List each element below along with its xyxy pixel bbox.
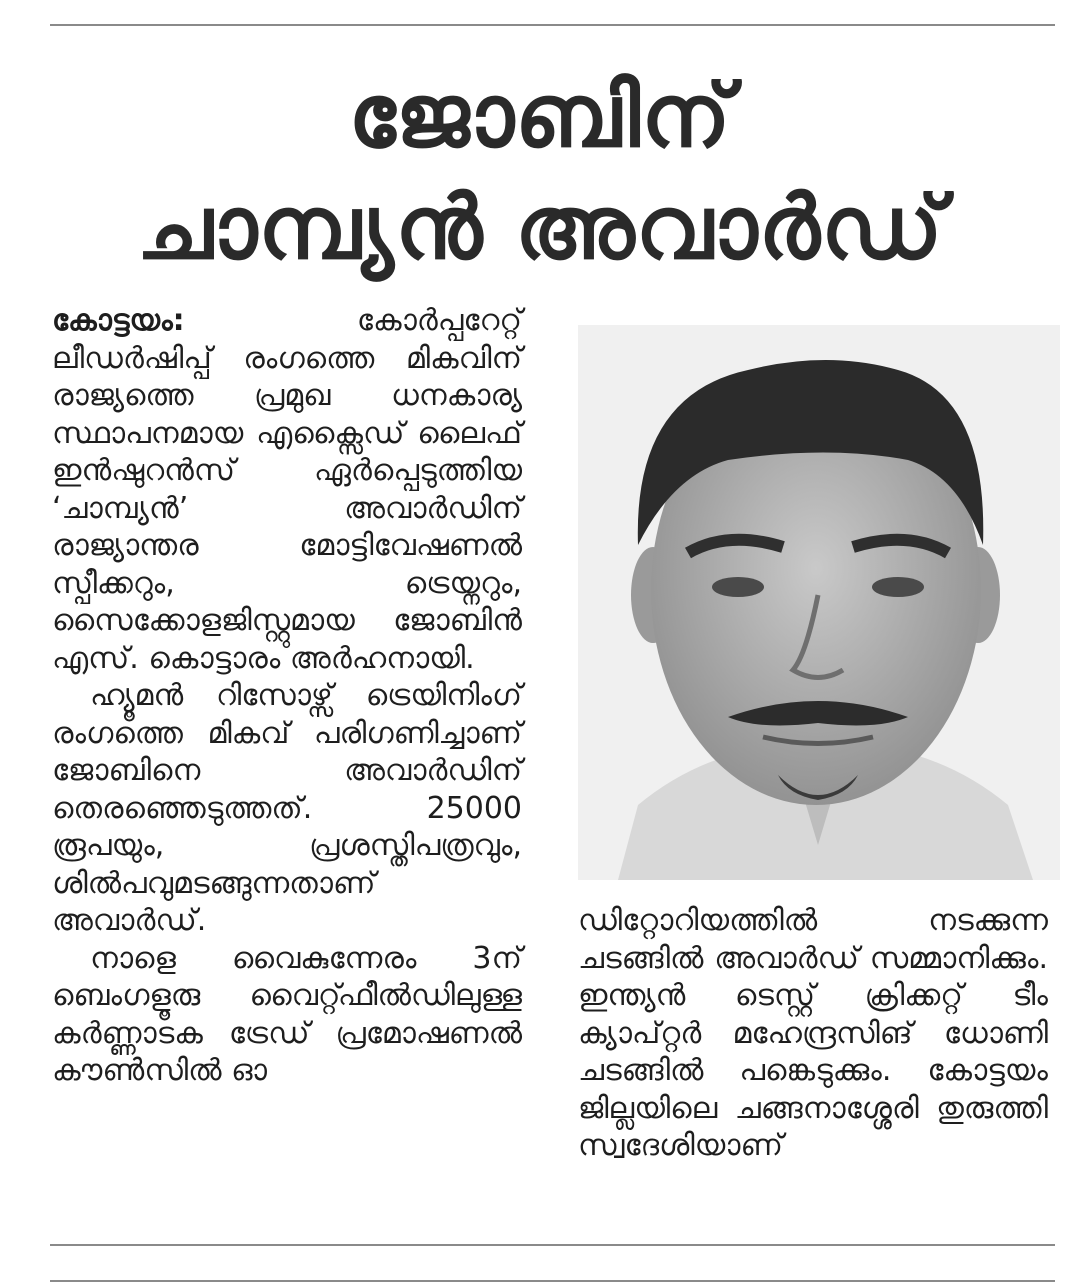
article-column-left bbox=[52, 302, 522, 1090]
portrait-illustration bbox=[578, 325, 1060, 880]
paragraph-1-text: കോർപ്പറേറ്റ് ലീഡർഷിപ്പ് രംഗത്തെ മികവിന് രാജ്യത്തെ പ്രമുഖ ധനകാര്യ സ്ഥാപനമായ എക്സൈഡ് ലൈഫ് ഇൻഷുറൻസ് ഏർപ്പെടുത്തിയ ‘ചാമ്പ്യൻ’ അവാർഡിന് രാജ്യാന്തര മോട്ടിവേഷണൽ സ്പീക്കറും, ട്രെയ്നറും, സൈക്കോളജിസ്റ്റുമായ ജോബിൻ എസ്. കൊട്ടാരം അർഹനായി. bbox=[52, 303, 522, 676]
article-paragraph-1 bbox=[52, 302, 522, 677]
headline bbox=[60, 60, 1020, 284]
top-rule bbox=[50, 24, 1055, 26]
bottom-rule bbox=[50, 1244, 1055, 1246]
article-column-right bbox=[578, 902, 1048, 1165]
article-paragraph-2: ഹ്യൂമൻ റിസോഴ്സ് ട്രെയിനിംഗ് രംഗത്തെ മികവ് പരിഗണിച്ചാണ് ജോബിനെ അവാർഡിന് തെരഞ്ഞെടുത്തത്. 25000 രൂപയും, പ്രശസ്തിപത്രവും, ശിൽപവുമടങ്ങുന്നതാണ് അവാർഡ്. bbox=[52, 678, 522, 938]
article-paragraph-3-continued: ഡിറ്റോറിയത്തിൽ നടക്കുന്ന ചടങ്ങിൽ അവാർഡ് സമ്മാനിക്കും. ഇന്ത്യൻ ടെസ്റ്റ് ക്രിക്കറ്റ് ടീം ക്യാപ്റ്റർ മഹേന്ദ്രസിങ് ധോണി ചടങ്ങിൽ പങ്കെടുക്കും. കോട്ടയം ജില്ലയിലെ ചങ്ങനാശ്ശേരി തുരുത്തി സ്വദേശിയാണ് bbox=[578, 903, 1048, 1163]
page-edge-rule bbox=[50, 1280, 1055, 1282]
portrait-photo bbox=[578, 325, 1060, 880]
article-paragraph-3: നാളെ വൈകുന്നേരം 3ന് ബെംഗളൂരു വൈറ്റ്ഫീൽഡിലുള്ള കർണ്ണാടക ട്രേഡ് പ്രമോഷണൽ കൗൺസിൽ ഓ bbox=[52, 940, 522, 1088]
dateline: കോട്ടയം: bbox=[52, 303, 185, 338]
headline-line-2: ചാമ്പ്യൻ അവാർഡ് bbox=[136, 176, 944, 279]
headline-line-1: ജോബിന് bbox=[348, 64, 732, 167]
